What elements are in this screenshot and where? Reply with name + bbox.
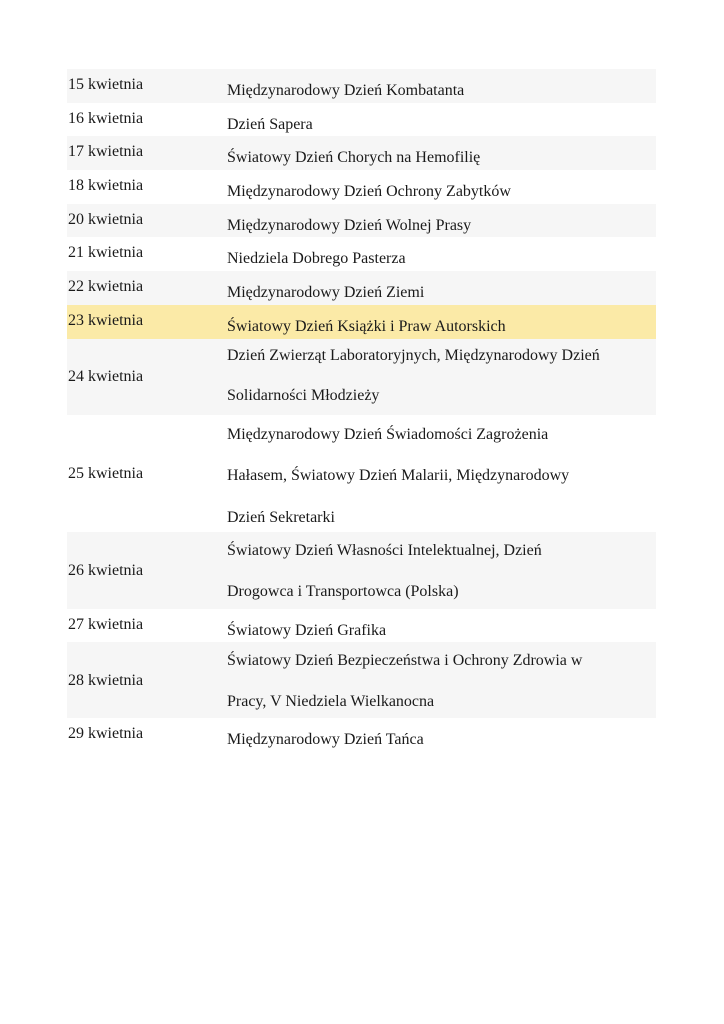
row-date: 29 kwietnia [68, 725, 144, 743]
row-event [227, 642, 656, 718]
event-line: Światowy Dzień Chorych na Hemofilię [227, 149, 481, 167]
event-line: Międzynarodowy Dzień Wolnej Prasy [227, 216, 472, 234]
row-date: 22 kwietnia [68, 278, 144, 296]
event-line: Światowy Dzień Bezpieczeństwa i Ochrony Zdrowia w [227, 652, 583, 670]
row-date: 25 kwietnia [68, 464, 144, 482]
table-row [67, 204, 656, 238]
row-date: 21 kwietnia [68, 244, 144, 262]
row-date: 15 kwietnia [68, 76, 144, 93]
table-row [67, 532, 656, 609]
row-date: 26 kwietnia [68, 561, 144, 579]
row-date: 27 kwietnia [68, 615, 144, 633]
table-row [67, 103, 656, 137]
row-event [227, 718, 656, 760]
row-date: 20 kwietnia [68, 210, 144, 228]
event-line: Niedziela Dobrego Pasterza [227, 250, 406, 268]
event-line: Światowy Dzień Książki i Praw Autorskich [227, 317, 506, 335]
event-line: Solidarności Młodzieży [227, 386, 380, 404]
event-line: Międzynarodowy Dzień Tańca [227, 731, 424, 749]
row-event [227, 339, 656, 415]
event-line: Światowy Dzień Grafika [227, 621, 387, 639]
table-row [67, 170, 656, 204]
table-row [67, 415, 656, 532]
row-date: 23 kwietnia [68, 311, 144, 329]
table-row [67, 237, 656, 271]
row-date: 17 kwietnia [68, 143, 144, 161]
row-date: 18 kwietnia [68, 177, 144, 195]
event-line: Międzynarodowy Dzień Kombatanta [227, 82, 465, 99]
table-row [67, 642, 656, 718]
table-row [67, 136, 656, 170]
table-row [67, 339, 656, 415]
event-line: Hałasem, Światowy Dzień Malarii, Międzynarodowy [227, 466, 570, 484]
holidays-table [67, 69, 656, 752]
table-row [67, 69, 656, 103]
event-line: Dzień Zwierząt Laboratoryjnych, Międzynarodowy Dzień [227, 346, 600, 364]
event-line: Dzień Sekretarki [227, 508, 335, 526]
row-event [227, 415, 656, 532]
table-row [67, 609, 656, 643]
event-line: Międzynarodowy Dzień Ochrony Zabytków [227, 183, 511, 201]
row-date: 28 kwietnia [68, 671, 144, 689]
row-date: 24 kwietnia [68, 368, 144, 385]
row-date: 16 kwietnia [68, 109, 144, 127]
table-row [67, 271, 656, 305]
table-row-highlighted [67, 305, 656, 339]
table-row [67, 718, 656, 752]
event-line: Drogowca i Transportowca (Polska) [227, 582, 459, 600]
event-line: Międzynarodowy Dzień Świadomości Zagrożenia [227, 425, 549, 443]
event-line: Pracy, V Niedziela Wielkanocna [227, 693, 435, 711]
event-line: Dzień Sapera [227, 115, 313, 133]
row-event [227, 532, 656, 609]
event-line: Międzynarodowy Dzień Ziemi [227, 284, 425, 302]
event-line: Światowy Dzień Własności Intelektualnej, Dzień [227, 541, 542, 559]
